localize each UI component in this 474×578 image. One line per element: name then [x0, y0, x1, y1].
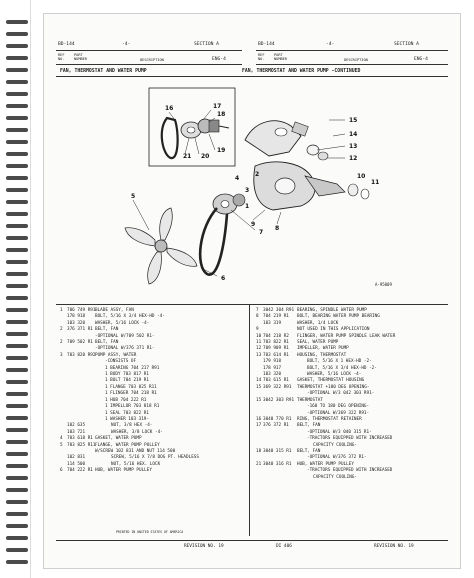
part-description: 1 FLANGE 703 825 R11: [105, 384, 157, 390]
right-description-header: DESCRIPTION: [344, 58, 368, 62]
right-document-code: DI 406: [276, 544, 292, 549]
thermostat-gasket: [318, 152, 328, 160]
callout-number: 2: [255, 171, 260, 178]
part-number: 369 322 R91: [263, 384, 292, 390]
ref-number: 3: [60, 352, 63, 358]
part-description: CAPACITY COOLING-: [313, 474, 357, 480]
part-number: 103 721: [67, 429, 86, 435]
part-description: BEARING, SPINDLE WATER PUMP: [297, 308, 367, 313]
binding-coil: [6, 548, 28, 552]
binding-coil: [6, 164, 28, 168]
callout-number: 4: [235, 175, 240, 182]
part-description: BELT, FAN: [297, 423, 321, 429]
part-description: BELT, FAN: [95, 340, 119, 346]
left-header-rule-bottom: [56, 64, 242, 65]
binding-coil: [6, 212, 28, 216]
right-part-header: PART NUMBER: [274, 53, 287, 61]
part-number: 703 618 R1: [67, 436, 93, 442]
part-description: WASHER, 3/8 LOCK -4-: [111, 429, 163, 435]
binding-coil: [6, 536, 28, 540]
exploded-parts-diagram: [105, 80, 405, 294]
part-description: -CONSISTS OF: [105, 359, 137, 365]
binding-coil: [6, 32, 28, 36]
callout-number: 15: [349, 117, 358, 124]
part-description: GASKET, WATER PUMP: [95, 436, 142, 442]
callout-number: 8: [275, 225, 280, 232]
binding-coil: [6, 92, 28, 96]
callout-number: 17: [213, 103, 222, 110]
part-description: NUT, 3/8 HEX -4-: [111, 423, 153, 429]
part-description: -160 TO 180 DEG OPENING-: [307, 404, 370, 410]
binding-coil: [6, 392, 28, 396]
ref-number: 5: [60, 442, 63, 448]
part-description: FLINGER, WATER PUMP SPINDLE LEAK WATER: [297, 333, 396, 339]
binding-coil: [6, 332, 28, 336]
callout-number: 5: [131, 193, 136, 200]
callout-number: 6: [221, 275, 226, 282]
part-description: THERMOSTAT +180 DEG OPENING-: [297, 384, 370, 390]
binding-coil: [6, 476, 28, 480]
binding-coil: [6, 44, 28, 48]
binding-coil: [6, 296, 28, 300]
part-description: 1 BOLT 704 219 R1: [105, 378, 149, 384]
binding-coil: [6, 560, 28, 564]
part-number: 376 372 R1: [263, 423, 289, 429]
ref-number: 10: [256, 333, 262, 339]
callout-number: 20: [201, 153, 210, 160]
part-number: [263, 475, 297, 481]
binding-coil: [6, 152, 28, 156]
footer-rule: [56, 540, 448, 541]
left-catalog-code: BD-144: [58, 42, 75, 47]
binding-coil: [6, 176, 28, 180]
callout-number: 1: [245, 203, 250, 210]
callout-number: 19: [217, 147, 226, 154]
right-header-rule-bottom: [256, 64, 448, 65]
part-description: -OPTIONAL W/369 322 R91-: [307, 410, 370, 416]
left-part-header: PART NUMBER: [74, 53, 87, 61]
callout-number: 18: [217, 111, 226, 118]
binding-coil: [6, 68, 28, 72]
binding-coil: [6, 272, 28, 276]
part-description: BELT, FAN: [95, 327, 119, 333]
left-section-label: SECTION A: [194, 42, 219, 47]
callout-number: 14: [349, 131, 358, 138]
part-description: HUB, WATER PUMP PULLEY: [297, 461, 354, 467]
part-number: 704 218 R2: [263, 333, 289, 339]
left-page-number: -4-: [122, 42, 131, 47]
part-description: THERMOSTAT: [297, 397, 323, 403]
ref-number: 9: [256, 327, 259, 333]
part-description: CAPACITY COOLING-: [313, 442, 357, 448]
part-description: WASHER, 5/16 LOCK -4-: [95, 320, 150, 326]
callout-number: 13: [349, 143, 358, 150]
part-description: NOT USED IN THIS APPLICATION: [297, 327, 370, 333]
part-number: 3040 315 R1: [263, 448, 292, 454]
part-description: 1 BODY 703 817 R1: [105, 372, 149, 378]
binding-coil: [6, 224, 28, 228]
binding-coil: [6, 128, 28, 132]
ref-number: 21: [256, 461, 262, 467]
ref-number: 18: [256, 448, 262, 454]
part-number: 3042 303 R91: [263, 397, 295, 403]
ref-number: 15: [256, 397, 262, 403]
binding-coil: [6, 500, 28, 504]
right-catalog-code: BD-144: [258, 42, 275, 47]
part-description: -TRACTORS EQUIPPED WITH INCREASED: [307, 436, 393, 442]
binding-coil: [6, 248, 28, 252]
part-description: HUB, WATER PUMP PULLEY: [95, 468, 152, 474]
part-description: BELT, FAN: [297, 448, 321, 454]
part-description: IMPELLER, WATER PUMP: [297, 346, 349, 352]
part-description: FLANGE, WATER PUMP PULLEY: [95, 442, 160, 448]
ref-number: 11: [256, 340, 262, 346]
right-revision-number: REVISION NO. 19: [374, 544, 414, 549]
part-number: 103 320: [263, 372, 282, 378]
binding-coil: [6, 428, 28, 432]
thermostat-housing: [245, 121, 301, 156]
spiral-binding: [0, 0, 31, 578]
binding-coil: [6, 200, 28, 204]
right-ref-header: REF NO.: [258, 53, 265, 61]
part-number: 703 614 R1: [263, 352, 289, 358]
part-description: BOLT, 5/16 X 1 HEX-HD -2-: [307, 359, 372, 365]
part-description: -OPTIONAL W/709 502 R1-: [95, 333, 155, 339]
left-ref-header: REF NO.: [58, 53, 65, 61]
binding-coil: [6, 188, 28, 192]
figure-label: A-95009: [375, 282, 392, 287]
callout-number: 10: [357, 173, 366, 180]
part-number: 114 500: [67, 461, 86, 467]
part-number: 704 222 R1: [67, 468, 93, 474]
binding-coil: [6, 380, 28, 384]
part-description: WASHER, 5/16 LOCK -4-: [307, 372, 362, 378]
ref-number: 4: [60, 436, 63, 442]
binding-coil: [6, 368, 28, 372]
part-description: SEAL, WATER PUMP: [297, 340, 339, 346]
part-description: NUT, 5/16 HEX. LOCK: [111, 461, 161, 467]
fan-belt: [200, 208, 227, 275]
part-description: RING, THERMOSTAT RETAINER: [297, 416, 362, 422]
binding-coil: [6, 80, 28, 84]
callout-number: 16: [165, 105, 174, 112]
binding-coil: [6, 260, 28, 264]
part-number: 703 615 R1: [263, 378, 289, 384]
callout-number: 21: [183, 153, 192, 160]
parts-catalog-sheet: [44, 14, 460, 568]
binding-coil: [6, 20, 28, 24]
binding-coil: [6, 524, 28, 528]
right-parts-list: [256, 308, 448, 481]
part-number: 103 320: [67, 320, 86, 326]
ref-number: 8: [256, 314, 259, 320]
callout-number: 12: [349, 155, 358, 162]
binding-coil: [6, 320, 28, 324]
ref-number: 13: [256, 352, 262, 358]
part-number: 704 219 R1: [263, 314, 289, 320]
callout-number: 7: [259, 229, 264, 236]
binding-coil: [6, 116, 28, 120]
ref-number: 7: [256, 308, 259, 313]
left-parts-list: [60, 308, 246, 475]
binding-coil: [6, 452, 28, 456]
left-revision-number: REVISION NO. 19: [184, 544, 224, 549]
part-description: BOLT, 5/16 X 3/4 HEX-HD -4-: [95, 314, 165, 320]
binding-coil: [6, 140, 28, 144]
binding-coil: [6, 308, 28, 312]
part-description: -OPTIONAL W/3 040 315 R1-: [307, 429, 372, 435]
binding-coil: [6, 284, 28, 288]
part-description: -OPTIONAL W/376 371 R1-: [95, 346, 155, 352]
part-description: 1 BEARING 704 217 R91: [105, 365, 160, 371]
part-number: 102 831: [67, 455, 86, 461]
binding-coil: [6, 236, 28, 240]
column-divider: [249, 304, 250, 536]
right-engine-label: ENG-4: [414, 57, 428, 62]
part-number: 3042 304 R91: [263, 308, 295, 313]
part-description: HOUSING, THERMOSTAT: [297, 352, 347, 358]
ref-number: 1: [60, 308, 63, 313]
part-description: SCREW, 5/16 X 7/8 DOG PT. HEADLESS: [111, 455, 199, 461]
part-number: 178 917: [263, 365, 282, 371]
fan-blade-assembly: [125, 208, 197, 284]
part-description: 1 SEAL 703 822 R1: [105, 410, 149, 416]
part-number: 703 822 R1: [263, 340, 289, 346]
binding-coil: [6, 464, 28, 468]
parts-row: [256, 475, 448, 481]
part-description: 1 WASHER 103 319-: [105, 416, 149, 422]
part-description: -TRACTORS EQUIPPED WITH INCREASED: [307, 468, 393, 474]
part-number: 706 749 R91: [67, 308, 96, 313]
part-number: 3040 316 R1: [263, 461, 292, 467]
binding-coil: [6, 56, 28, 60]
part-description: BLADE ASSY, FAN: [95, 308, 134, 313]
parts-row: [60, 468, 246, 474]
binding-coil: [6, 404, 28, 408]
part-number: 179 918: [263, 359, 282, 365]
ref-number: 17: [256, 423, 262, 429]
right-section-heading: FAN, THERMOSTAT AND WATER PUMP -CONTINUED: [242, 69, 361, 74]
right-page-number: -4-: [326, 42, 335, 47]
left-section-heading: FAN, THERMOSTAT AND WATER PUMP: [60, 69, 147, 74]
part-number: 709 909 R1: [263, 346, 289, 352]
ref-number: [256, 475, 263, 481]
binding-coil: [6, 104, 28, 108]
ref-number: 6: [60, 468, 63, 474]
ref-number: 2: [60, 327, 63, 333]
callout-number: 9: [251, 221, 256, 228]
part-number: 102 635: [67, 423, 86, 429]
ref-number: 12: [256, 346, 262, 352]
part-number: 3040 770 R1: [263, 416, 292, 422]
part-number: 709 502 R1: [67, 340, 93, 346]
part-number: 703 820 R92: [67, 352, 96, 358]
ref-number: 16: [256, 416, 262, 422]
part-description: 1 FLINGER 704 218 R1: [105, 391, 157, 397]
part-description: W/SCREW 102 831 AND NUT 114 500: [95, 448, 176, 454]
left-engine-label: ENG-4: [212, 57, 226, 62]
list-top-rule: [56, 304, 448, 305]
binding-coil: [6, 416, 28, 420]
right-header-rule: [256, 50, 448, 51]
binding-coil: [6, 344, 28, 348]
part-description: BOLT, 5/16 X 3/4 HEX-HD -2-: [307, 365, 377, 371]
printed-notice: PRINTED IN UNITED STATES OF AMERICA: [116, 530, 184, 534]
ref-number: 15: [256, 384, 262, 390]
part-description: -OPTIONAL W/376 372 R1-: [307, 455, 367, 461]
right-section-label: SECTION A: [394, 42, 419, 47]
callout-number: 3: [245, 187, 250, 194]
callout-number: 11: [371, 179, 380, 186]
binding-coil: [6, 512, 28, 516]
part-number: 103 319: [263, 320, 282, 326]
ref-number: 2: [60, 340, 63, 346]
part-description: WASHER, 1/4 LOCK: [297, 320, 339, 326]
part-description: PUMP ASSY, WATER: [95, 352, 137, 358]
binding-coil: [6, 356, 28, 360]
binding-coil: [6, 488, 28, 492]
water-pump-seal: [361, 189, 369, 199]
part-description: BOLT, BEARING WATER PUMP BEARING: [297, 314, 380, 320]
part-description: 1 HUB 704 222 R1: [105, 397, 147, 403]
ref-number: 14: [256, 378, 262, 384]
left-header-rule: [56, 50, 242, 51]
impeller: [348, 184, 358, 196]
binding-coil: [6, 440, 28, 444]
part-description: 1 IMPELLOR 703 818 R1: [105, 404, 160, 410]
part-description: -OPTIONAL W/3 042 303 R91-: [307, 391, 375, 397]
part-number: 703 825 R11: [67, 442, 96, 448]
part-number: 376 371 R1: [67, 327, 93, 333]
part-description: GASKET, THERMOSTAT HOUSING: [297, 378, 365, 384]
inset-flange: [209, 120, 219, 132]
part-number: 178 918: [67, 314, 86, 320]
inset-fan-belt: [162, 118, 178, 158]
heading-rule: [56, 76, 448, 77]
pump-flange: [233, 194, 245, 206]
left-description-header: DESCRIPTION: [140, 58, 164, 62]
